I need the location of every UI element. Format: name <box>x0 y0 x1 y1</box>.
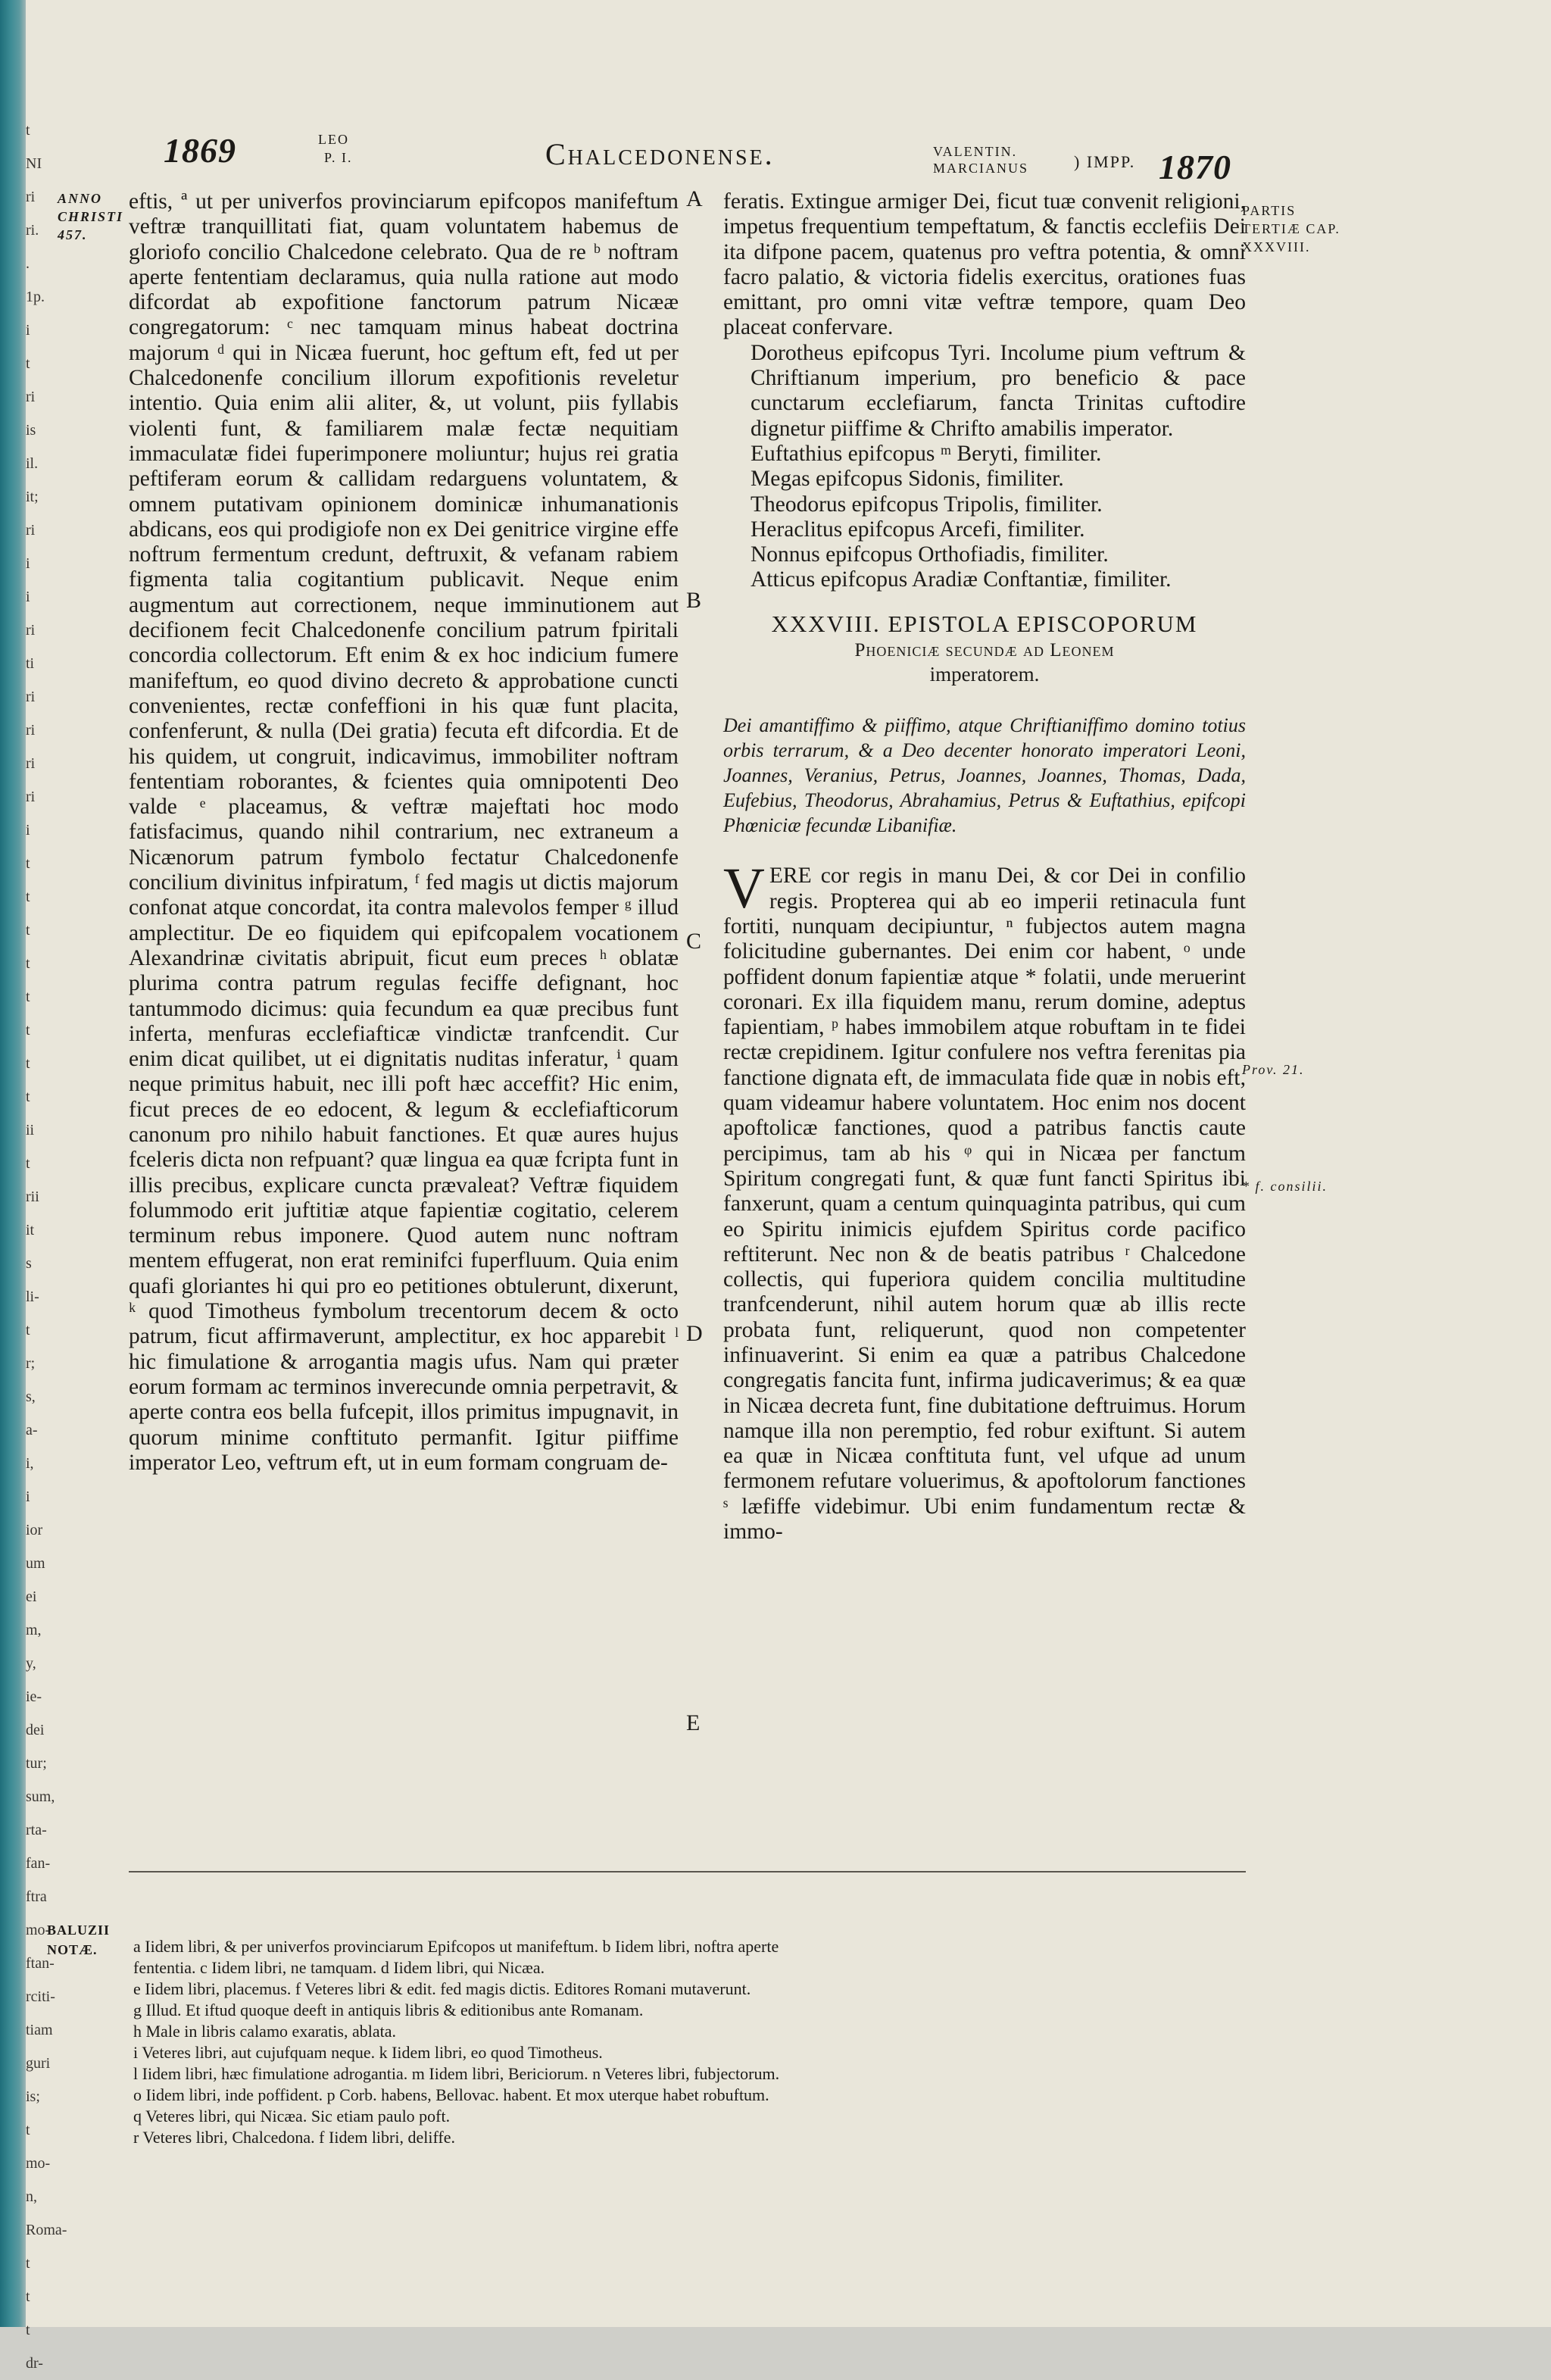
edge-fragment: ei <box>26 1588 37 1605</box>
footnote-line: a Iidem libri, & per univerfos provinciarum Epifcopos ut manifeftum. b Iidem libri, noftra aperte <box>133 1937 779 1956</box>
footnote-line: r Veteres libri, Chalcedona. f Iidem libri, deliffe. <box>133 2128 455 2147</box>
edge-fragment: ri. <box>26 222 39 239</box>
edge-fragment: dr- <box>26 2355 43 2372</box>
signatory: Euftathius epifcopus ᵐ Beryti, fimiliter. <box>751 441 1102 466</box>
edge-fragment: ior <box>26 1522 43 1538</box>
page-title: Chalcedonense. <box>545 137 775 171</box>
right-column <box>723 189 1246 1545</box>
edge-fragment: dei <box>26 1722 45 1738</box>
edge-fragment: t <box>26 355 30 372</box>
edge-fragment: ri <box>26 389 36 405</box>
edge-fragment: ri <box>26 755 36 772</box>
edge-fragment: r; <box>26 1355 36 1372</box>
edge-fragment: ri <box>26 722 36 739</box>
edge-fragment: t <box>26 1055 30 1072</box>
part-chapter-note: PARTIS TERTIÆ CAP. XXXVIII. <box>1242 203 1340 255</box>
edge-fragment: ri <box>26 689 36 705</box>
edge-fragment: it <box>26 1222 35 1238</box>
edge-fragment: mo- <box>26 2155 51 2172</box>
edge-fragment: li- <box>26 1288 39 1305</box>
edge-fragment: ri <box>26 789 36 805</box>
edge-fragment: i <box>26 555 30 572</box>
footnote-rule <box>129 1871 1246 1872</box>
edge-fragment: is; <box>26 2088 40 2105</box>
edge-fragment: rii <box>26 1188 39 1205</box>
signatory-list <box>723 442 1246 593</box>
edge-fragment: i <box>26 589 30 605</box>
left-column <box>129 189 679 1476</box>
salutation: Dei amantiffimo & piiffimo, atque Chriftianiffimo domino totius orbis terrarum, & a Deo decenter honorato imperatori Leoni, Joannes, Veranius, Petrus, Joannes, Joannes, Thomas, Dada, Eufebius, Theodorus, Abrahamius, Petrus & Euftathius, epifcopi Phœniciæ fecundæ Libanifiæ. <box>723 714 1246 837</box>
page-number-right: 1870 <box>1159 148 1231 186</box>
edge-fragment: . 1p. <box>26 255 45 305</box>
footnote-line: fententia. c Iidem libri, ne tamquam. d Iidem libri, qui Nicæa. <box>133 1958 545 1977</box>
edge-fragment: i, <box>26 1455 34 1472</box>
footnote-line: g Illud. Et iftud quoque deeft in antiquis libris & editionibus ante Romanam. <box>133 2001 644 2019</box>
edge-fragment: ri <box>26 622 36 639</box>
edge-fragment: ri <box>26 522 36 539</box>
edge-fragment: is <box>26 422 36 439</box>
signatory: Heraclitus epifcopus Arcefi, fimiliter. <box>751 517 1085 542</box>
edge-fragment: t <box>26 955 30 972</box>
signatory: Megas epifcopus Sidonis, fimiliter. <box>751 467 1064 492</box>
edge-fragment: guri <box>26 2055 51 2072</box>
edge-fragment: tiam <box>26 2022 53 2038</box>
edge-fragment: il. <box>26 455 39 472</box>
edge-fragment: ftan- <box>26 1955 55 1972</box>
edge-fragment: t <box>26 889 30 905</box>
edge-fragment: ii <box>26 1122 35 1138</box>
edge-fragment: t <box>26 2322 30 2338</box>
page-number-left: 1869 <box>164 131 236 170</box>
section-letter-e: E <box>686 1710 701 1735</box>
running-header <box>0 127 1551 188</box>
edge-fragment: t <box>26 989 30 1005</box>
edge-fragment: t <box>26 122 30 139</box>
signatory: Theodorus epifcopus Tripolis, fimiliter. <box>751 492 1103 517</box>
edge-fragment: tur; <box>26 1755 47 1772</box>
edge-fragment: mo- <box>26 1922 51 1938</box>
book-spine <box>0 0 26 2327</box>
left-column-text: eftis, ª ut per univerfos provinciarum epifcopos manifeftum veftræ tranquillitati fiat, quam voluntatem habemus de gloriofo concilio Chalcedone celebrato. Qua de re ᵇ noftram aperte fententiam declaramus, quia nulla ratione aut modo difcordat ab expofitione fanctorum patrum Nicææ congregatorum: ᶜ nec tamquam minus habeat doctrina majorum ᵈ qui in Nicæa fuerunt, hoc geftum eft, fed ut per Chalcedonenfe concilium illorum expofitionis reveletur intentio. Quia enim alii aliter, &, ut volunt, piis fyllabis violenti funt, & familiarem malæ fectæ nequitiam immaculatæ fidei fuperimponere moliuntur; hujus rei gratia peftiferam eorum & callidam redarguens voluntatem, & omnem putativam opinionem dominicæ inhumanationis abdicans, eos qui prodigiofe non ex Dei genitrice virgine effe noftrum fermentum credunt, deftruxit, & vefanam rabiem figmenta talia cogitantium publicavit. Neque enim augmentum aut correctionem, neque imminutionem aut decifionem fecit Chalcedonenfe concilium patrum fpiritali concordia collectorum. Eft enim & ex hoc indicium fumere manifeftum, eo quod divino decreto & approbatione cuncti convenientes, rectæ confeffioni in his quæ funt placita, confenferunt, & nulla (Dei gratia) fecuta eft difcordia. Et de his quidem, ut congruit, indicavimus, immobiliter noftram fententiam roborantes, & fcientes quia omnipotenti Deo valde ᵉ placeamus, & veftræ majeftati hoc modo fatisfacimus, quando nihil contrarium, nec extraneum a Nicænorum patrum fymbolo fectatur Chalcedonenfe concilium divinitus infpiratum, ᶠ fed magis ut dictis majorum confonat atque concordat, ita contra malevolos femper ᵍ illud amplectitur. De eo fiquidem qui epifcopalem vocationem Alexandrinæ civitatis abripuit, ficut eum preces ʰ oblatæ plurima contra patrum regulas feciffe defignant, hoc tantummodo dicimus: quia fecundum ea quæ precibus funt inferta, menfuras ecclefiafticæ vindictæ tranfcendit. Cur enim dicat quilibet, ut ei dignitatis nuditas inferatur, ⁱ quam neque primitus habuit, nec illi poft hæc acceffit? Hic enim, ficut preces de eo edocent, & legum & ecclefiafticorum canonum pro nihilo habuit fanctiones. Et quæ aures hujus fceleris dicta non refpuant? quæ lingua ea quæ fcripta funt in illis precibus, explicare cuncta prævaleat? Veftræ fiquidem folummodo erit juftitiæ atque fapientiæ cogitatio, celerem terminum rebus imponere. Quod autem nunc noftram mentem effugerat, non erat reminifci fuperfluum. Quia enim quafi gloriantes hi qui pro eo petitiones obtulerunt, dixerunt, ᵏ quod Timotheus fymbolum trecentorum decem & octo patrum, ficut affirmaverunt, amplectitur, ex hoc apparebit ˡ hic fimulatione & arrogantia magis ufus. Nam qui præter eorum formam ac terminos inverecunde omnia perpetravit, & aperte contra eos bella fufcepit, illos primitus impugnavit, in quorum minime conftituto permanfit. Igitur piiffime imperator Leo, veftrum eft, ut in eum formam congruam de- <box>129 189 679 1475</box>
edge-fragment: t <box>26 1022 30 1039</box>
footnote-line: i Veteres libri, aut cujufquam neque. k Iidem libri, eo quod Timotheus. <box>133 2043 603 2062</box>
edge-fragment: t <box>26 855 30 872</box>
section-letter-a: A <box>686 186 703 211</box>
footnote-line: h Male in libris calamo exaratis, ablata. <box>133 2022 396 2041</box>
edge-fragment: it; <box>26 489 39 505</box>
marcianus-label: MARCIANUS <box>933 161 1029 176</box>
edge-fragment: s <box>26 1255 32 1272</box>
edge-fragment: fan- <box>26 1855 51 1872</box>
edge-fragment: t <box>26 1322 30 1338</box>
section-letter-d: D <box>686 1321 703 1346</box>
edge-fragment: t <box>26 2122 30 2138</box>
dorotheus-paragraph: Dorotheus epifcopus Tyri. Incolume pium veftrum & Chriftianum imperium, pro beneficio & pace cunctarum ecclefiarum, fancta Trinitas cuftodire dignetur piiffime & Chrifto amabilis imperator. <box>751 340 1246 441</box>
epistle-subheading-2: imperatorem. <box>929 663 1040 686</box>
consilii-note: * f. consilii. <box>1242 1179 1328 1194</box>
edge-fragment: rciti- <box>26 1988 55 2005</box>
footnotes <box>133 1936 1247 2148</box>
valentin-label: VALENTIN. <box>933 144 1018 159</box>
leo-label: LEO <box>318 132 349 147</box>
edge-fragment: ftra <box>26 1888 47 1905</box>
edge-fragment: a- <box>26 1422 38 1438</box>
edge-fragment: n, <box>26 2188 37 2205</box>
epistle-subheading: Phoeniciæ secundæ ad Leonem <box>854 640 1115 661</box>
edge-fragment: t <box>26 1155 30 1172</box>
epistle-heading: XXXVIII. EPISTOLA EPISCOPORUM <box>771 610 1198 637</box>
proverbs-note: Prov. 21. <box>1242 1062 1305 1077</box>
signatory: Atticus epifcopus Aradiæ Conftantiæ, fimiliter. <box>751 567 1172 592</box>
section-letter-b: B <box>686 588 702 613</box>
edge-fragment: Roma- <box>26 2222 67 2238</box>
edge-fragment: um <box>26 1555 45 1572</box>
edge-fragment: NI <box>26 155 42 172</box>
facing-page-edge <box>26 114 67 2372</box>
epistle-body-text: ERE cor regis in manu Dei, & cor Dei in confilio regis. Propterea qui ab eo imperii retinacula funt fortiti, nunquam decipiuntur, ⁿ fubjectos autem magna folicitudine gubernantes. Dei enim cor habent, ᵒ unde poffident donum fapientiæ atque * folatii, unde meruerint coronari. Ex illa fiquidem manu, rerum domine, adeptus fapientiam, ᵖ habes immobilem atque robuftam in te fidei rectæ crepidinem. Igitur confulere nos veftra ferenitas pia fanctione dignata eft, de immaculata fide quæ in nobis eft, quam videamur habere voluntatem. Hoc enim nos docent apoftolicæ fanctiones, quod a patribus fanctis caute percipimus, tam ab his ᵠ qui in Nicæa per fanctum Spiritum congregati funt, & quæ funt fancti Spiritus ibi fanxerunt, quam a centum quinquaginta patribus, qui cum eo Spiritu inimicis ejufdem Spiritus corde pacifico reftiterunt. Nec non & de beatis patribus ʳ Chalcedone collectis, qui fuperiora quidem concilia multitudine tranfcenderunt, nihil autem horum quæ ab illis recte probata funt, reliquerunt, quod non competenter infinuaverint. Si enim ea quæ a patribus Chalcedone congregatis fancita funt, infirma judicaverimus; & ea quæ in Nicæa decreta funt, fine dubitatione deftruimus. Horum namque illa non peremptio, fed robur exiftunt. Si autem ea quæ in Nicæa conftituta funt, vel ufque ad unum fermonem refutare voluerimus, & apoftolorum fanctiones ˢ læfiffe videbimur. Ubi enim fundamentum rectæ & immo- <box>723 864 1246 1545</box>
edge-fragment: s, <box>26 1388 36 1405</box>
footnote-line: q Veteres libri, qui Nicæa. Sic etiam paulo poft. <box>133 2107 451 2125</box>
drop-cap: V <box>723 857 765 921</box>
edge-fragment: ie- <box>26 1688 42 1705</box>
signatory: Nonnus epifcopus Orthofiadis, fimiliter. <box>751 542 1109 567</box>
footnote-line: e Iidem libri, placemus. f Veteres libri & edit. fed magis dictis. Editores Romani mutaverunt. <box>133 1979 751 1998</box>
edge-fragment: i <box>26 822 30 839</box>
footnotes-label: BALUZII NOTÆ. <box>47 1922 111 1957</box>
edge-fragment: t <box>26 2288 30 2305</box>
footnote-line: o Iidem libri, inde poffident. p Corb. habens, Bellovac. habent. Et mox uterque habet robuftum. <box>133 2085 769 2104</box>
edge-fragment: ri <box>26 189 36 205</box>
edge-fragment: y, <box>26 1655 36 1672</box>
edge-fragment: m, <box>26 1622 42 1638</box>
impp-label: ) IMPP. <box>1074 152 1136 171</box>
edge-fragment: t <box>26 922 30 939</box>
edge-fragment: t <box>26 1088 30 1105</box>
edge-fragment: rta- <box>26 1822 47 1838</box>
edge-fragment: i <box>26 322 30 339</box>
edge-fragment: sum, <box>26 1788 55 1805</box>
epistle-body <box>723 857 1246 1545</box>
anno-christi-note: ANNO CHRISTI 457. <box>58 191 124 242</box>
leo-sub: P. I. <box>324 150 353 165</box>
edge-fragment: ti <box>26 655 35 672</box>
footnote-line: l Iidem libri, hæc fimulatione adrogantia. m Iidem libri, Bericiorum. n Veteres libri, fubjectorum. <box>133 2064 780 2083</box>
closing-paragraph: feratis. Extingue armiger Dei, ficut tuæ convenit religioni, impetus frequentium tempeftatum, & fanctis ecclefiis Dei ita difpone pacem, quatenus pro veftra potentia, & omni facro palatio, & victoria fidelis exercitus, orationes fuas emittant, pro omni vitæ veftræ tempore, quam Deo placeat confervare. <box>723 189 1246 340</box>
section-letter-c: C <box>686 929 702 954</box>
edge-fragment: i <box>26 1488 30 1505</box>
edge-fragment: t <box>26 2255 30 2272</box>
